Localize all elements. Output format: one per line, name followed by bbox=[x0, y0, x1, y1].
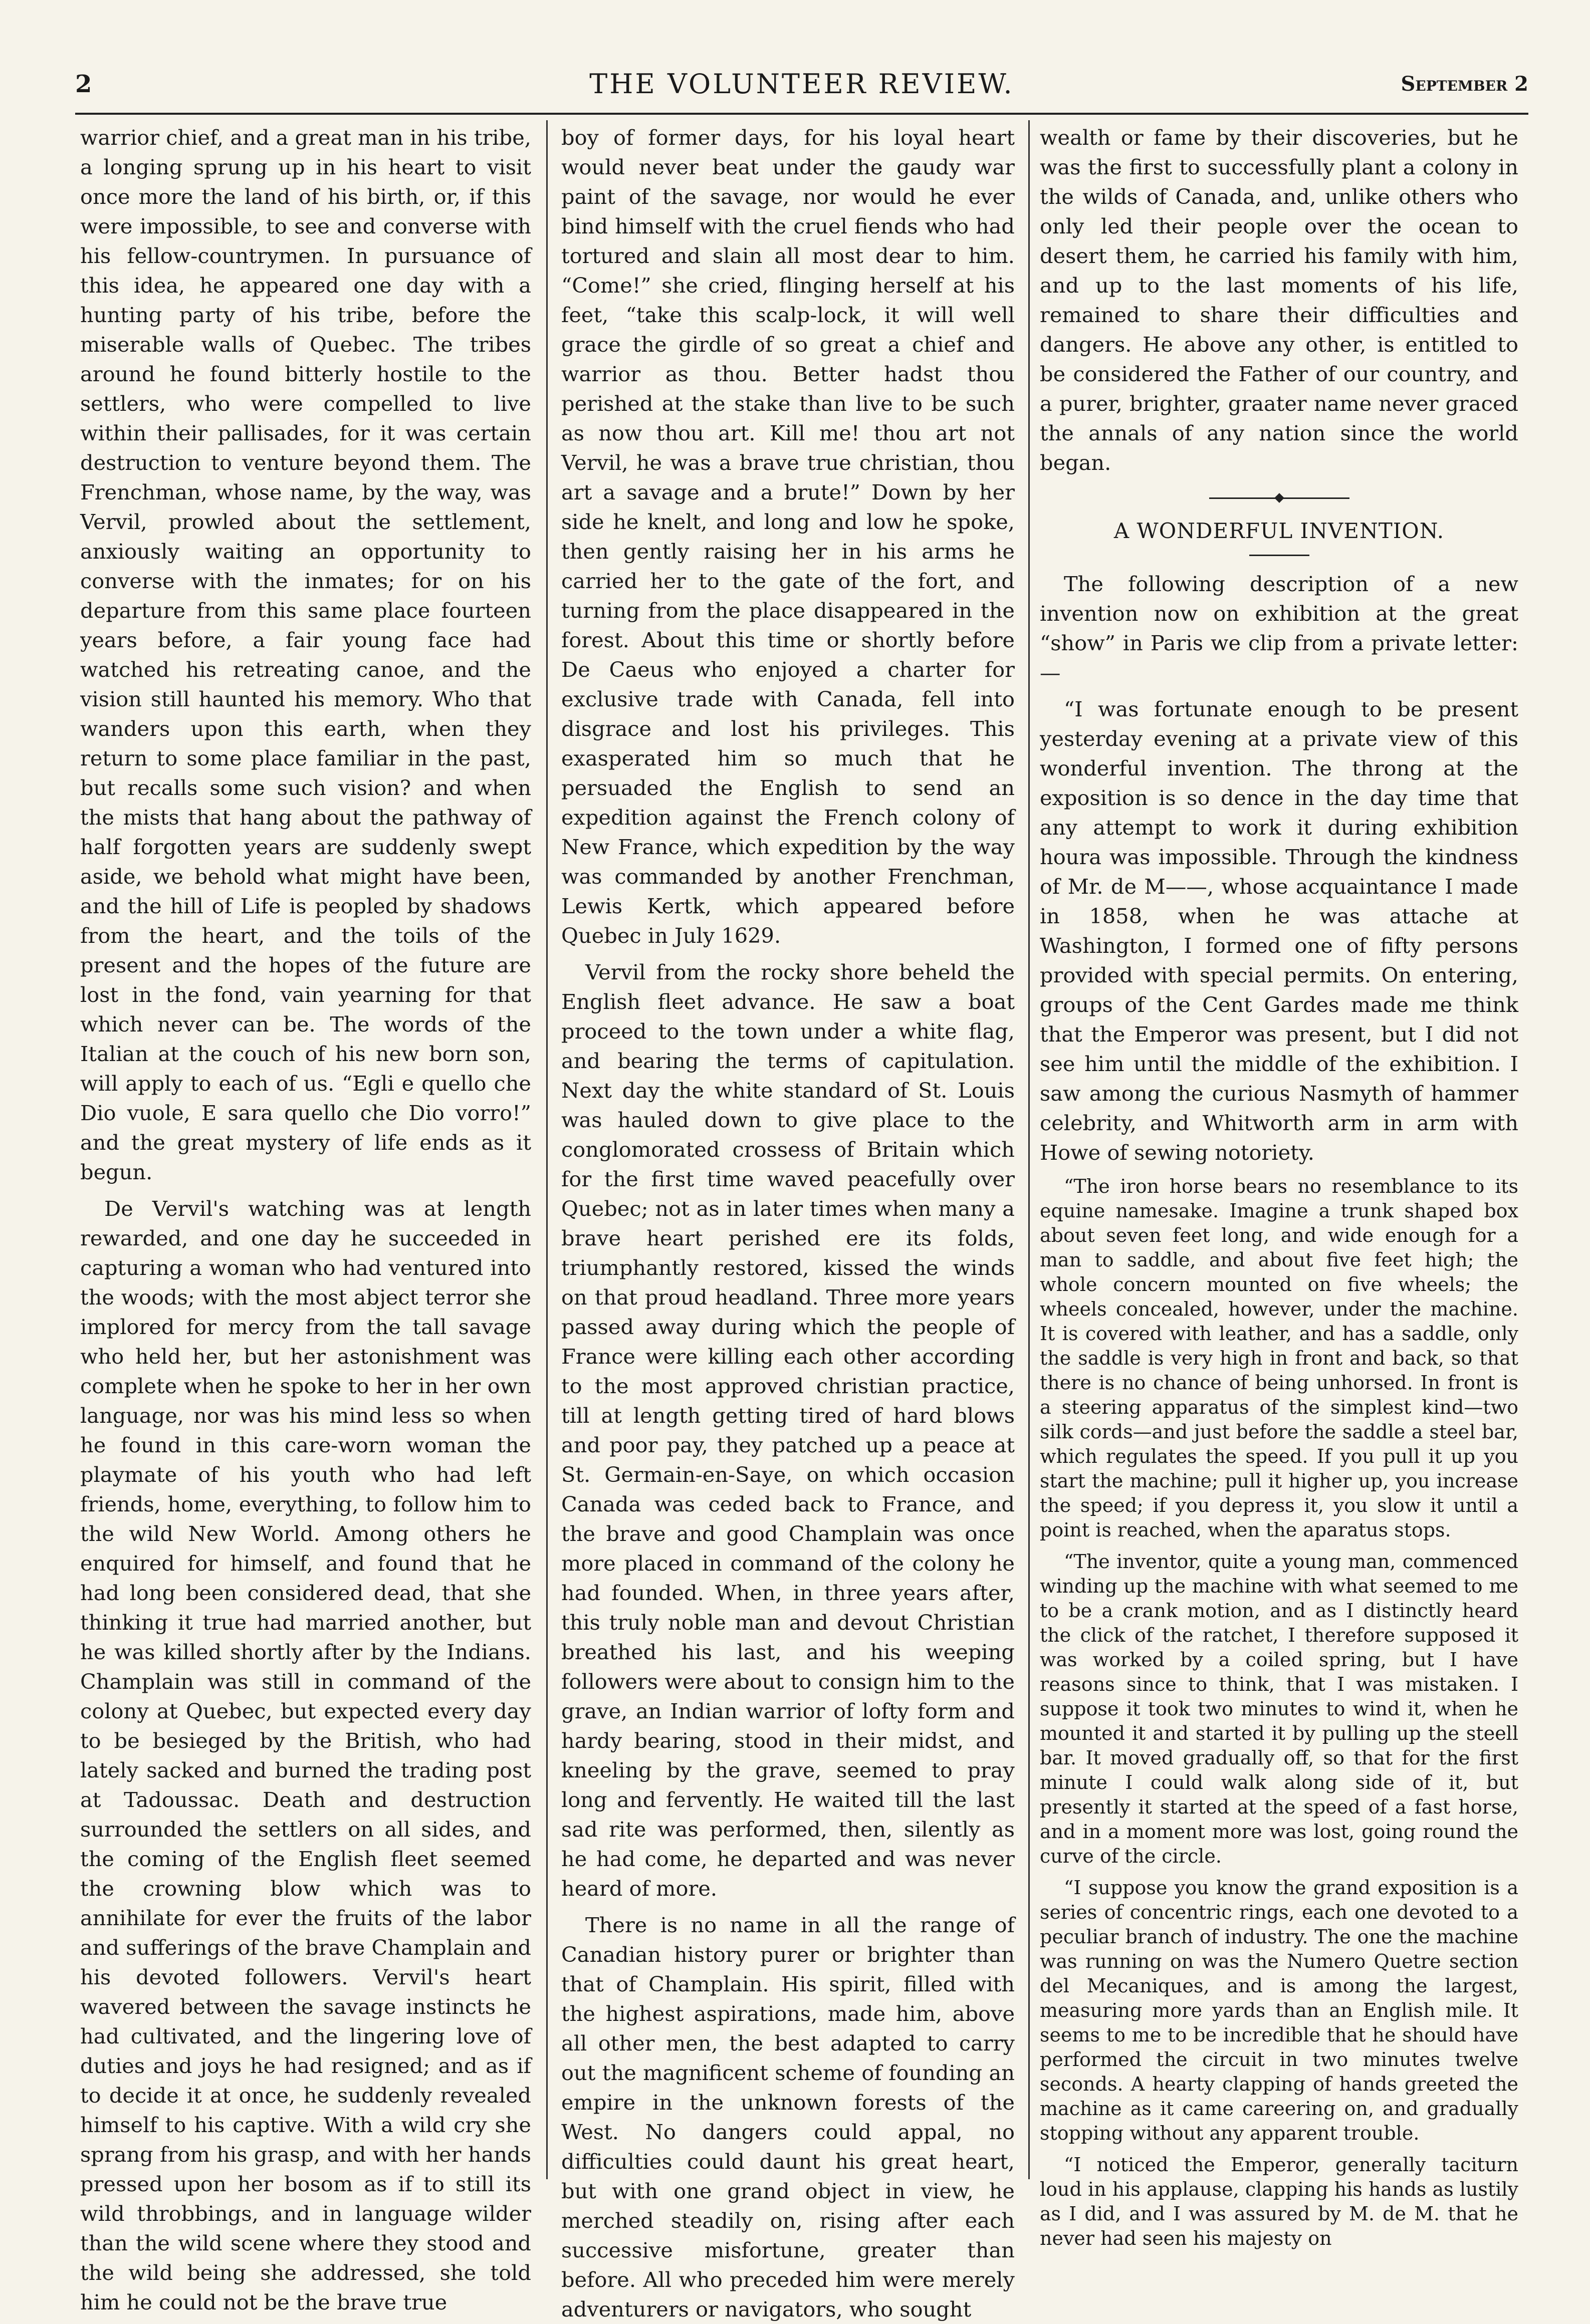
page-header bbox=[75, 65, 1528, 110]
paragraph: Vervil from the rocky shore beheld the English fleet advance. He saw a boat proceed to the town under a white flag, and bearing the terms of capitulation. Next day the white standard of St. Louis was hauled down to give place to the conglomorated crossess of Britain which for the first time waved peacefully over Quebec; not as in later times when many a brave heart perished ere its folds, triumphantly restored, kissed the winds on that proud headland. Three more years passed away during which the people of France were killing each other according to the most approved christian practice, till at length getting tired of hard blows and poor pay, they patched up a peace at St. Germain-en-Saye, on which occasion Canada was ceded back to France, and the brave and good Champlain was once more placed in command of the colony he had founded. When, in three years after, this truly noble man and devout Christian breathed his last, and his weeping followers were about to consign him to the grave, an Indian warrior of lofty form and hardy bearing, stood in their midst, and kneeling by the grave, seemed to pray long and fervently. He waited till the last sad rite was performed, then, silently as he had come, he departed and was never heard of more. bbox=[561, 960, 1015, 1901]
column-2 bbox=[561, 123, 1015, 2321]
column-divider bbox=[546, 120, 548, 2179]
paragraph: De Vervil's watching was at length rewarded, and one day he succeeded in capturing a woman who had ventured into the woods; with the most abject terror she implored for mercy from the tall savage who held her, but her astonishment was complete when he spoke to her in her own language, nor was his mind less so when he found in this care-worn woman the playmate of his youth who had left friends, home, everything, to follow him to the wild New World. Among others he enquired for himself, and found that he had long been considered dead, that she thinking it true had married another, but he was killed shortly after by the Indians. Champlain was still in command of the colony at Quebec, but expected every day to be besieged by the British, who had lately sacked and burned the trading post at Tadoussac. Death and destruction surrounded the settlers on all sides, and the coming of the English fleet seemed the crowning blow which was to annihilate for ever the fruits of the labor and sufferings of the brave Champlain and his devoted followers. Vervil's heart wavered between the savage instincts he had cultivated, and the lingering love of duties and joys he had resigned; and as if to decide it at once, he suddenly revealed himself to his captive. With a wild cry she sprang from his grasp, and with her hands pressed upon her bosom as if to still its wild throbbings, and in language wilder than the wild scene where they stood and the wild being she addressed, she told him he could not be the brave true bbox=[80, 1196, 531, 2314]
section-divider bbox=[1209, 497, 1349, 499]
paragraph: “The inventor, quite a young man, commenced winding up the machine with what seemed to me to be a crank motion, and as I distinctly heard the click of the ratchet, I therefore supposed it was worked by a coiled spring, but I have reasons since to think, that I was mistaken. I suppose it took two minutes to wind it, when he mounted it and started it by pulling up the steell bar. It moved gradually off, so that for the first minute I could walk along side of it, but presently it started at the speed of a fast horse, and in a moment more was lost, going round the curve of the circle. bbox=[1040, 1551, 1518, 1867]
journal-title: THE VOLUNTEER REVIEW. bbox=[589, 68, 1014, 100]
issue-date: September 2 bbox=[1401, 72, 1528, 96]
paragraph: “The iron horse bears no resemblance to its equine namesake. Imagine a trunk shaped box about seven feet long, and wide enough for a man to saddle, and about five feet high; the whole concern mounted on five wheels; the wheels concealed, however, under the machine. It is covered with leather, and has a saddle, only the saddle is very high in front and back, so that there is no chance of being unhorsed. In front is a steering apparatus of the simplest kind—two silk cords—and just before the saddle a steel bar, which regulates the speed. If you pull it up you start the machine; pull it higher up, you increase the speed; if you depress it, you slow it until a point is reached, when the aparatus stops. bbox=[1040, 1175, 1518, 1541]
header-rule bbox=[75, 113, 1528, 115]
paragraph: wealth or fame by their discoveries, but he was the first to successfully plant a colony in the wilds of Canada, and, unlike others who only led their people over the ocean to desert them, he carried his family with him, and up to the last moments of his life, remained to share their difficulties and dangers. He above any other, is entitled to be considered the Father of our country, and a purer, brighter, graater name never graced the annals of any nation since the world began. bbox=[1040, 125, 1518, 475]
article-title: A WONDERFUL INVENTION. bbox=[1113, 519, 1445, 543]
column-divider bbox=[1028, 120, 1030, 2179]
paragraph: The following description of a new invention now on exhibition at the great “show” in Paris we clip from a private letter:— bbox=[1040, 572, 1518, 685]
column-1 bbox=[80, 123, 531, 2314]
column-3 bbox=[1040, 123, 1518, 2249]
page-number: 2 bbox=[75, 70, 92, 98]
paragraph: There is no name in all the range of Canadian history purer or brighter than that of Champlain. His spirit, filled with the highest aspirations, made him, above all other men, the best adapted to carry out the magnificent scheme of founding an empire in the unknown forests of the West. No dangers could appal, no difficulties could daunt his great heart, but with one grand object in view, he merched steadily on, rising after each successive misfortune, greater than before. All who preceded him were merely adventurers or navigators, who sought bbox=[561, 1913, 1015, 2321]
paragraph: “I noticed the Emperor, generally taciturn loud in his applause, clapping his hands as lustily as I did, and I was assured by M. de M. that he never had seen his majesty on bbox=[1040, 2154, 1518, 2249]
paragraph: “I suppose you know the grand exposition is a series of concentric rings, each one devoted to a peculiar branch of industry. The one the machine was running on was the Numero Quetre section del Mecaniques, and is among the largest, measuring more yards than an English mile. It seems to me to be incredible that he should have performed the circuit in two minutes twelve seconds. A hearty clapping of hands greeted the machine as it came careering on, and gradually stopping without any apparent trouble. bbox=[1040, 1877, 1518, 2144]
title-underline bbox=[1249, 555, 1309, 556]
paragraph: boy of former days, for his loyal heart would never beat under the gaudy war paint of the savage, nor would he ever bind himself with the cruel fiends who had tortured and slain all most dear to him. “Come!” she cried, flinging herself at his feet, “take this scalp-lock, it will well grace the girdle of so great a chief and warrior as thou. Better hadst thou perished at the stake than live to be such as now thou art. Kill me! thou art not Vervil, he was a brave true christian, thou art a savage and a brute!” Down by her side he knelt, and long and low he spoke, then gently raising her in his arms he carried her to the gate of the fort, and turning from the place disappeared in the forest. About this time or shortly before De Caeus who enjoyed a charter for exclusive trade with Canada, fell into disgrace and lost his privileges. This exasperated him so much that he persuaded the English to send an expedition against the French colony of New France, which expedition by the way was commanded by another Frenchman, Lewis Kertk, which appeared before Quebec in July 1629. bbox=[561, 125, 1015, 948]
paragraph: warrior chief, and a great man in his tribe, a longing sprung up in his heart to visit once more the land of his birth, or, if this were impossible, to see and converse with his fellow-countrymen. In pursuance of this idea, he appeared one day with a hunting party of his tribe, before the miserable walls of Quebec. The tribes around he found bitterly hostile to the settlers, who were compelled to live within their pallisades, for it was certain destruction to venture beyond them. The Frenchman, whose name, by the way, was Vervil, prowled about the settlement, anxiously waiting an opportunity to converse with the inmates; for on his departure from this same place fourteen years before, a fair young face had watched his retreating canoe, and the vision still haunted his memory. Who that wanders upon this earth, when they return to some place familiar in the past, but recalls some such vision? and when the mists that hang about the pathway of half forgotten years are suddenly swept aside, we behold what might have been, and the hill of Life is peopled by shadows from the heart, and the toils of the present and the hopes of the future are lost in the fond, vain yearning for that which never can be. The words of the Italian at the couch of his new born son, will apply to each of us. “Egli e quello che Dio vuole, E sara quello che Dio vorro!” and the great mystery of life ends as it begun. bbox=[80, 125, 531, 1184]
paragraph: “I was fortunate enough to be present yesterday evening at a private view of this wonderful invention. The throng at the exposition is so dence in the day time that any attempt to work it during exhibition houra was impossible. Through the kindness of Mr. de M——, whose acquaintance I made in 1858, when he was attache at Washington, I formed one of fifty persons provided with special permits. On entering, groups of the Cent Gardes made me think that the Emperor was present, but I did not see him until the middle of the exhibition. I saw among the curious Nasmyth of hammer celebrity, and Whitworth arm in arm with Howe of sewing notoriety. bbox=[1040, 697, 1518, 1165]
